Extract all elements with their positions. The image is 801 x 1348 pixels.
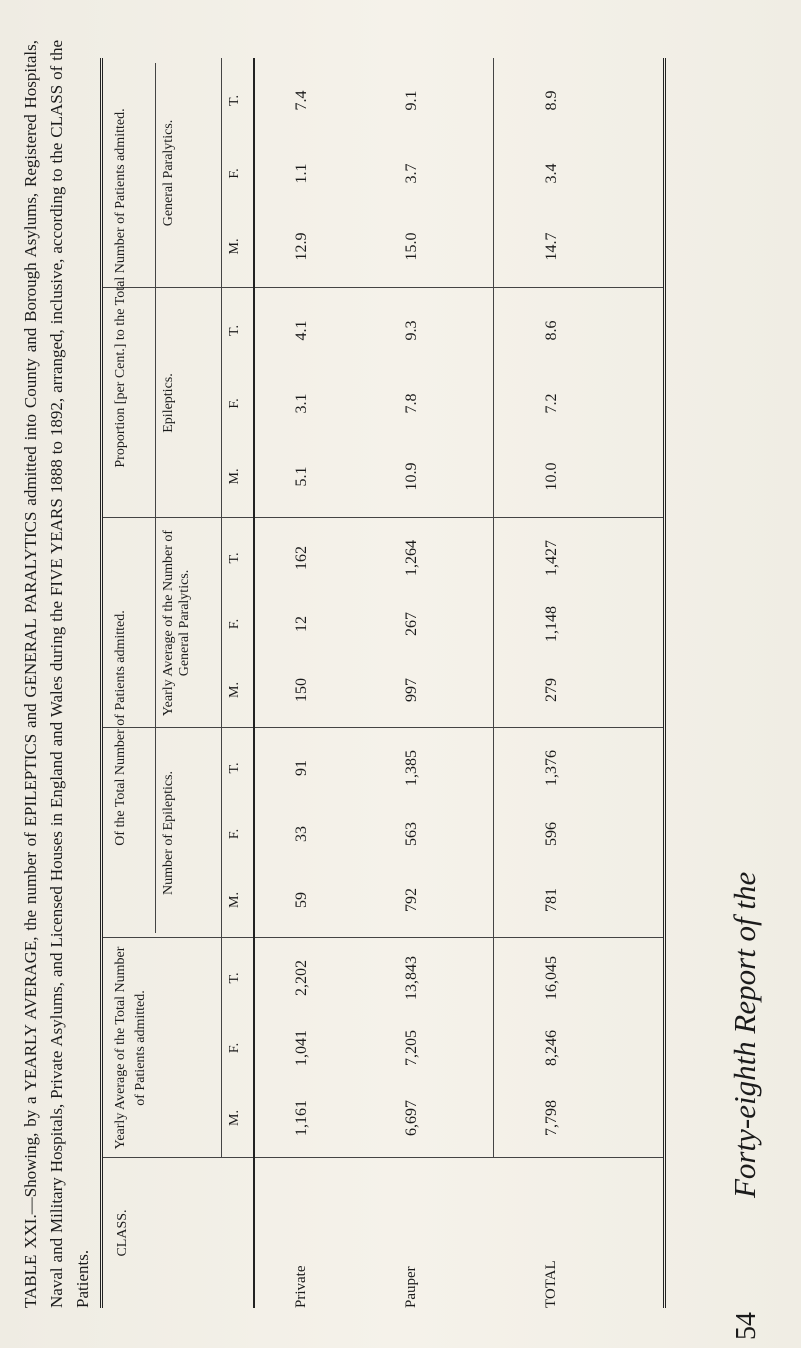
table-cell: 563 bbox=[403, 822, 420, 846]
table-cell: 10.9 bbox=[403, 462, 420, 491]
table-cell: 10.0 bbox=[543, 462, 560, 491]
mft-label: T. bbox=[227, 972, 242, 984]
table-cell: 12.9 bbox=[293, 232, 310, 261]
table-cell: 59 bbox=[293, 892, 310, 908]
table-caption-rest: YEARLY AVERAGE, the number of EPILEPTICS and GENERAL PARALYTICS admitted into County and Borough Asylums, Registered Hospitals, Naval and Military Hospitals, Private Asylums, and Licensed Houses in England and Wales during the FIVE YEARS 1888 to 1892, arranged, inclusive, according to the CLASS of the Patients. bbox=[21, 40, 92, 1308]
mft-label: M. bbox=[227, 1110, 242, 1126]
table-cell: 14.7 bbox=[543, 232, 560, 261]
mft-label: F. bbox=[227, 168, 242, 179]
mft-label: T. bbox=[227, 95, 242, 107]
table-cell: 7.8 bbox=[403, 393, 420, 414]
table-cell: 1.1 bbox=[293, 163, 310, 184]
running-title: Forty-eighth Report of the bbox=[727, 871, 762, 1198]
table-cell: 3.4 bbox=[543, 163, 560, 184]
table-cell: 13,843 bbox=[403, 956, 420, 1000]
mft-label: T. bbox=[227, 762, 242, 774]
running-header bbox=[713, 0, 801, 1348]
mft-label: M. bbox=[227, 682, 242, 698]
table-cell: 279 bbox=[543, 678, 560, 702]
table-cell: 150 bbox=[293, 678, 310, 702]
table-cell: 792 bbox=[403, 888, 420, 912]
table-cell: 8.9 bbox=[543, 90, 560, 111]
page-number: 54 bbox=[731, 1312, 762, 1340]
statistics-table bbox=[100, 58, 666, 1308]
mft-label: M. bbox=[227, 238, 242, 255]
table-cell: 781 bbox=[543, 888, 560, 912]
row-label-total: TOTAL bbox=[543, 1260, 559, 1308]
table-cell: 8.6 bbox=[543, 320, 560, 341]
table-cell: 12 bbox=[293, 616, 310, 632]
table-caption bbox=[18, 40, 96, 1308]
table-cell: 1,385 bbox=[403, 750, 420, 786]
subheading-epileptic-number: Number of Epileptics. bbox=[161, 770, 176, 896]
body-rule bbox=[253, 58, 255, 1308]
table-cell: 3.7 bbox=[403, 163, 420, 184]
table-cell: 3.1 bbox=[293, 393, 310, 414]
table-cell: 8,246 bbox=[543, 1030, 560, 1066]
table-cell: 9.1 bbox=[403, 90, 420, 111]
table-cell: 997 bbox=[403, 678, 420, 702]
table-cell: 9.3 bbox=[403, 320, 420, 341]
mft-label: F. bbox=[227, 618, 242, 630]
column-divider bbox=[103, 937, 663, 938]
column-divider bbox=[103, 1157, 663, 1158]
mft-label: M. bbox=[227, 468, 242, 485]
mft-label: T. bbox=[227, 552, 242, 564]
table-cell: 4.1 bbox=[293, 320, 310, 341]
table-cell: 15.0 bbox=[403, 232, 420, 261]
table-cell: 7.2 bbox=[543, 393, 560, 414]
table-cell: 596 bbox=[543, 822, 560, 846]
table-cell: 91 bbox=[293, 760, 310, 776]
total-rule bbox=[493, 58, 494, 1158]
group-heading-of-total: Of the Total Number of Patients admitted. bbox=[113, 610, 128, 846]
subheading-epileptics: Epileptics. bbox=[161, 373, 176, 433]
group-heading-proportion: Proportion [per Cent.] to the Total Number of Patients admitted. bbox=[113, 108, 128, 468]
mft-label: F. bbox=[227, 398, 242, 409]
mft-label: F. bbox=[227, 1042, 242, 1054]
table-cell: 162 bbox=[293, 546, 310, 570]
row-label-pauper: Pauper bbox=[403, 1266, 419, 1308]
table-cell: 1,161 bbox=[293, 1100, 310, 1136]
table-cell: 2,202 bbox=[293, 960, 310, 996]
row-label-private: Private bbox=[293, 1265, 309, 1308]
group-heading-admitted: Yearly Average of the Total Number of Patients admitted. bbox=[113, 946, 148, 1150]
table-cell: 7,205 bbox=[403, 1030, 420, 1066]
table-cell: 1,264 bbox=[403, 540, 420, 576]
mft-label: F. bbox=[227, 828, 242, 840]
mft-label: M. bbox=[227, 892, 242, 908]
table-cell: 5.1 bbox=[293, 466, 310, 487]
subheading-paralytic-avg: Yearly Average of the Number of General Paralytics. bbox=[161, 529, 192, 717]
column-divider bbox=[103, 287, 663, 288]
table-cell: 1,427 bbox=[543, 540, 560, 576]
table-cell: 33 bbox=[293, 826, 310, 842]
column-divider bbox=[103, 727, 663, 728]
table-cell: 1,041 bbox=[293, 1030, 310, 1066]
mft-rule bbox=[221, 58, 222, 1158]
table-cell: 1,148 bbox=[543, 606, 560, 642]
table-caption-lead: TABLE XXI.—Showing, by a bbox=[21, 1096, 40, 1308]
table-cell: 7,798 bbox=[543, 1100, 560, 1136]
table-cell: 6,697 bbox=[403, 1100, 420, 1136]
table-cell: 7.4 bbox=[293, 90, 310, 111]
column-divider bbox=[103, 517, 663, 518]
subheading-general-paralytics: General Paralytics. bbox=[161, 119, 176, 227]
table-cell: 267 bbox=[403, 612, 420, 636]
class-heading: CLASS. bbox=[115, 1209, 130, 1257]
table-cell: 1,376 bbox=[543, 750, 560, 786]
header-rule bbox=[155, 63, 156, 933]
mft-label: T. bbox=[227, 325, 242, 337]
table-cell: 16,045 bbox=[543, 956, 560, 1000]
